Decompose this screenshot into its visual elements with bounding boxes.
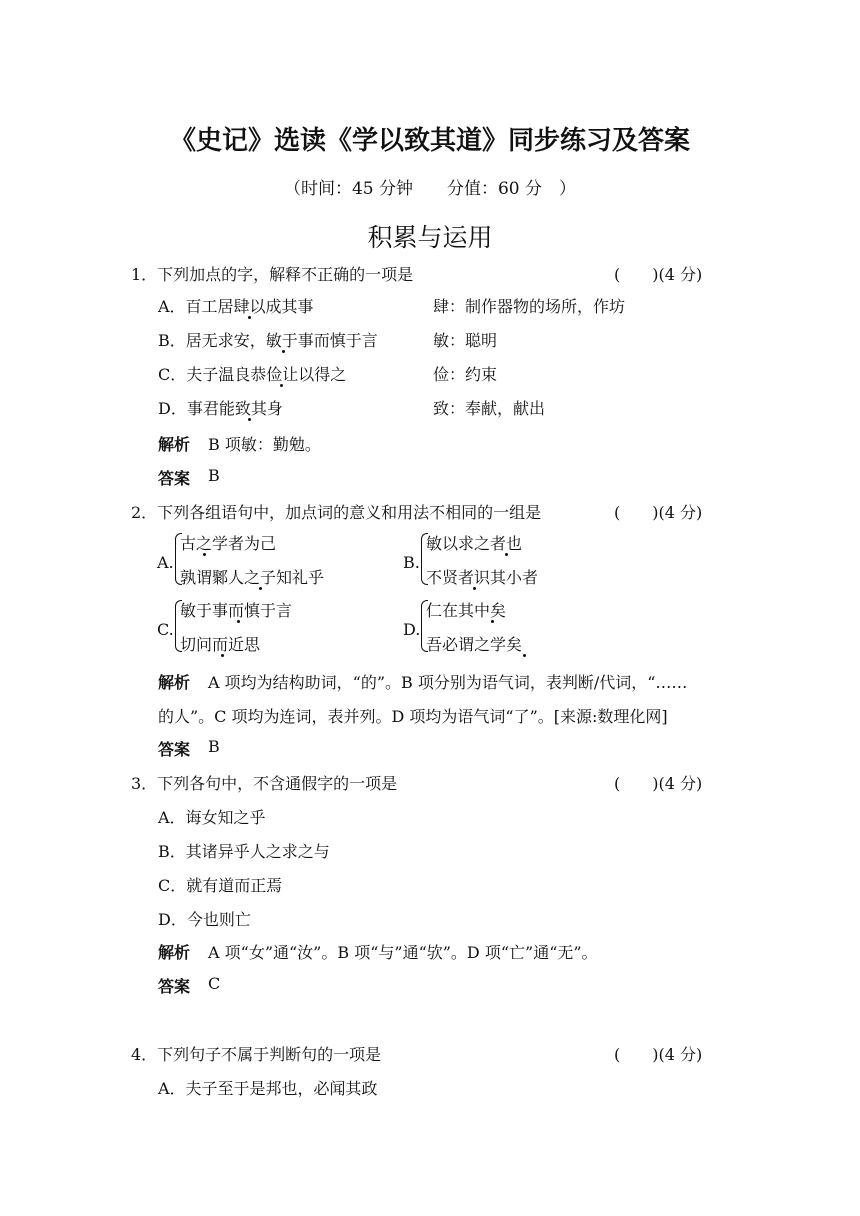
question-1-score: ( )(4 分) [614, 265, 703, 284]
emphasis-dot [248, 418, 251, 421]
q2-option-a-label: A. [157, 553, 174, 572]
q1-analysis-text: B 项敏：勤勉。 [208, 435, 321, 454]
q2-option-b-line2: 不贤者识其小者 [426, 568, 539, 587]
q2-answer-value: B [208, 737, 220, 756]
q2-option-c-line2: 切问而近思 [180, 635, 261, 654]
q1-option-a-explanation: 肆：制作器物的场所，作坊 [433, 297, 626, 316]
emphasis-dot [491, 620, 494, 623]
q1-option-a: A．百工居肆以成其事 [158, 297, 314, 316]
q3-analysis-text: A 项“女”通“汝”。B 项“与”通“欤”。D 项“亡”通“无”。 [208, 943, 598, 962]
q1-option-c-explanation: 俭：约束 [433, 365, 498, 384]
q2-analysis-line2: 的人”。C 项均为连词，表并列。D 项均为语气词“了”。[来源:数理化网] [158, 707, 668, 726]
emphasis-dot [248, 316, 251, 319]
q1-option-b-explanation: 敏：聪明 [433, 331, 498, 350]
q2-option-d-label: D. [403, 620, 421, 639]
q2-option-b-label: B. [403, 553, 420, 572]
emphasis-dot [259, 587, 262, 590]
emphasis-dot [473, 587, 476, 590]
question-1-stem: 1．下列加点的字，解释不正确的一项是 [131, 265, 414, 284]
q3-answer-label: 答案 [158, 977, 191, 996]
question-3-stem: 3．下列各句中，不含通假字的一项是 [131, 774, 398, 793]
q1-answer-value: B [208, 466, 220, 485]
emphasis-dot [282, 350, 285, 353]
q4-option-a: A．夫子至于是邦也，必闻其政 [158, 1079, 378, 1098]
q1-option-b: B．居无求安，敏于事而慎于言 [158, 331, 378, 350]
q1-option-c: C．夫子温良恭俭让以得之 [158, 365, 347, 384]
question-2-score: ( )(4 分) [614, 503, 703, 522]
question-3-score: ( )(4 分) [614, 774, 703, 793]
q3-analysis-label: 解析 [158, 943, 191, 962]
document-title: 《史记》选读《学以致其道》同步练习及答案 [169, 126, 690, 156]
section-heading: 积累与运用 [367, 223, 493, 252]
emphasis-dot [237, 620, 240, 623]
emphasis-dot [523, 654, 526, 657]
q2-option-c-label: C. [157, 620, 174, 639]
q3-answer-value: C [208, 974, 221, 993]
q2-option-b-line1: 敏以求之者也 [426, 534, 523, 553]
q2-analysis-label: 解析 [158, 673, 191, 692]
question-2-stem: 2．下列各组语句中，加点词的意义和用法不相同的一组是 [131, 503, 542, 522]
emphasis-dot [280, 384, 283, 387]
q3-option-d: D．今也则亡 [158, 910, 251, 929]
q2-option-d-line1: 仁在其中矣 [426, 601, 507, 620]
q1-option-d: D．事君能致其身 [158, 399, 283, 418]
emphasis-dot [203, 553, 206, 556]
q2-option-d-line2: 吾必谓之学矣 [426, 635, 523, 654]
q1-analysis-label: 解析 [158, 435, 191, 454]
emphasis-dot [505, 553, 508, 556]
q2-analysis-line1: A 项均为结构助词，“的”。B 项分别为语气词，表判断/代词，“…… [208, 673, 688, 692]
q2-option-c-line1: 敏于事而慎于言 [180, 601, 293, 620]
q2-answer-label: 答案 [158, 740, 191, 759]
q3-option-c: C．就有道而正焉 [158, 876, 283, 895]
q3-option-a: A．诲女知之乎 [158, 808, 266, 827]
question-4-stem: 4．下列句子不属于判断句的一项是 [131, 1045, 382, 1064]
q3-option-b: B．其诸异乎人之求之与 [158, 842, 330, 861]
q2-option-a-line1: 古之学者为己 [180, 534, 277, 553]
q2-option-a-line2: 孰谓鄹人之子知礼乎 [180, 568, 325, 587]
q1-option-d-explanation: 致：奉献，献出 [433, 399, 546, 418]
time-score-info: （时间：45 分钟 分值：60 分 ） [283, 179, 577, 199]
q1-answer-label: 答案 [158, 469, 191, 488]
question-4-score: ( )(4 分) [614, 1045, 703, 1064]
emphasis-dot [221, 654, 224, 657]
